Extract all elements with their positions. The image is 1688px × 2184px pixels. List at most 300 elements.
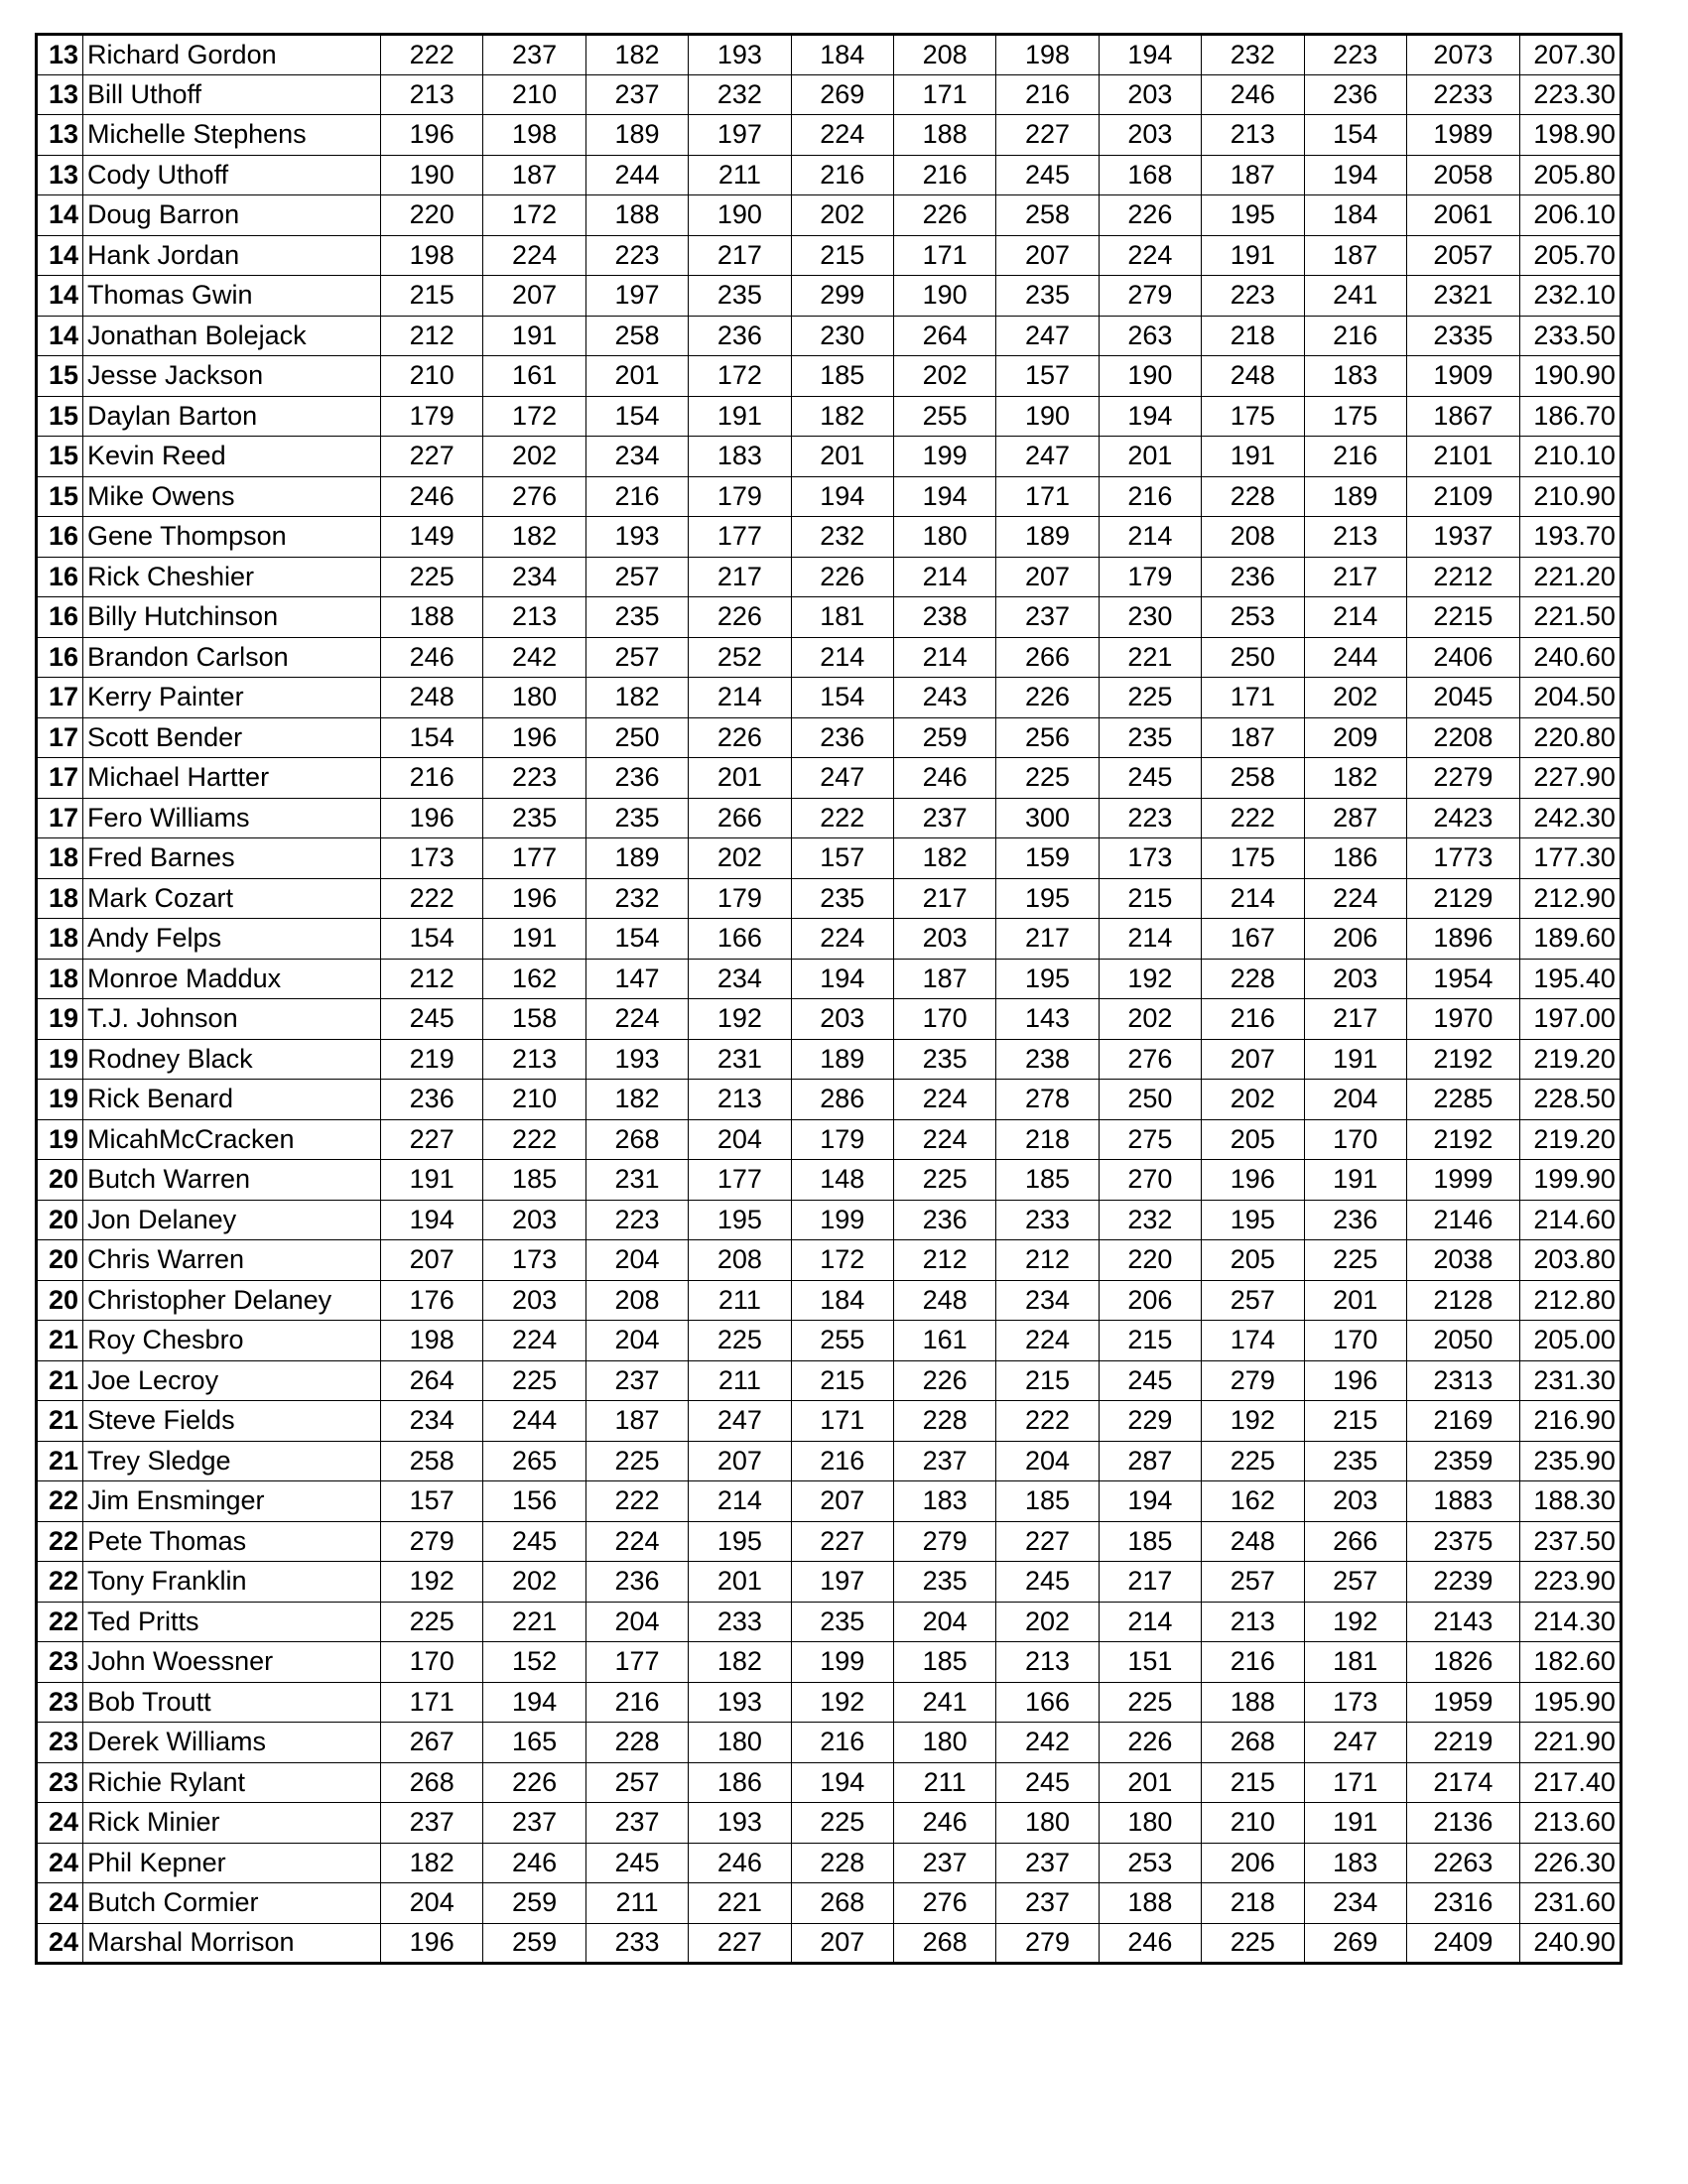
game-score-cell: 154	[381, 919, 483, 960]
game-score-cell: 212	[996, 1240, 1099, 1281]
game-score-cell: 263	[1099, 316, 1201, 356]
bowler-name-cell: Jim Ensminger	[83, 1481, 381, 1522]
game-score-cell: 235	[996, 276, 1099, 317]
game-score-cell: 279	[996, 1923, 1099, 1964]
team-number-cell: 14	[37, 235, 83, 276]
game-score-cell: 236	[1304, 74, 1406, 115]
bowler-name-cell: Cody Uthoff	[83, 155, 381, 195]
game-score-cell: 170	[1304, 1119, 1406, 1160]
total-score-cell: 1970	[1406, 999, 1519, 1040]
game-score-cell: 205	[1202, 1240, 1304, 1281]
team-number-cell: 23	[37, 1642, 83, 1683]
game-score-cell: 202	[483, 437, 585, 477]
game-score-cell: 238	[893, 597, 995, 638]
bowler-name-cell: MicahMcCracken	[83, 1119, 381, 1160]
game-score-cell: 203	[1304, 959, 1406, 999]
game-score-cell: 176	[381, 1280, 483, 1321]
game-score-cell: 217	[1304, 557, 1406, 597]
team-number-cell: 20	[37, 1280, 83, 1321]
game-score-cell: 171	[791, 1401, 893, 1442]
game-score-cell: 157	[381, 1481, 483, 1522]
team-number-cell: 15	[37, 476, 83, 517]
game-score-cell: 217	[1304, 999, 1406, 1040]
game-score-cell: 222	[791, 798, 893, 838]
game-score-cell: 204	[893, 1602, 995, 1642]
game-score-cell: 183	[1304, 356, 1406, 397]
total-score-cell: 2129	[1406, 878, 1519, 919]
game-score-cell: 225	[381, 557, 483, 597]
game-score-cell: 196	[381, 1923, 483, 1964]
table-row	[37, 1723, 1622, 1763]
game-score-cell: 182	[893, 838, 995, 879]
average-score-cell: 205.70	[1519, 235, 1621, 276]
total-score-cell: 2321	[1406, 276, 1519, 317]
game-score-cell: 218	[1202, 316, 1304, 356]
bowler-name-cell: Derek Williams	[83, 1723, 381, 1763]
bowler-name-cell: Christopher Delaney	[83, 1280, 381, 1321]
game-score-cell: 175	[1304, 396, 1406, 437]
game-score-cell: 191	[483, 919, 585, 960]
game-score-cell: 168	[1099, 155, 1201, 195]
bowler-name-cell: Michael Hartter	[83, 758, 381, 799]
game-score-cell: 183	[689, 437, 791, 477]
game-score-cell: 257	[585, 557, 688, 597]
game-score-cell: 191	[1202, 235, 1304, 276]
table-row	[37, 1360, 1622, 1401]
game-score-cell: 246	[483, 1843, 585, 1883]
game-score-cell: 143	[996, 999, 1099, 1040]
game-score-cell: 154	[1304, 115, 1406, 156]
total-score-cell: 2285	[1406, 1080, 1519, 1120]
game-score-cell: 227	[996, 1521, 1099, 1562]
bowler-name-cell: Rick Benard	[83, 1080, 381, 1120]
game-score-cell: 234	[585, 437, 688, 477]
team-number-cell: 17	[37, 758, 83, 799]
bowler-name-cell: Trey Sledge	[83, 1441, 381, 1481]
game-score-cell: 194	[893, 476, 995, 517]
game-score-cell: 196	[1202, 1160, 1304, 1201]
game-score-cell: 255	[791, 1321, 893, 1361]
game-score-cell: 226	[689, 597, 791, 638]
game-score-cell: 218	[1202, 1883, 1304, 1924]
team-number-cell: 16	[37, 637, 83, 678]
game-score-cell: 236	[585, 1562, 688, 1603]
game-score-cell: 225	[996, 758, 1099, 799]
table-row	[37, 35, 1622, 75]
game-score-cell: 154	[791, 678, 893, 718]
bowler-name-cell: Bill Uthoff	[83, 74, 381, 115]
game-score-cell: 204	[381, 1883, 483, 1924]
average-score-cell: 204.50	[1519, 678, 1621, 718]
game-score-cell: 246	[689, 1843, 791, 1883]
team-number-cell: 21	[37, 1401, 83, 1442]
average-score-cell: 182.60	[1519, 1642, 1621, 1683]
total-score-cell: 2192	[1406, 1039, 1519, 1080]
total-score-cell: 1954	[1406, 959, 1519, 999]
game-score-cell: 287	[1304, 798, 1406, 838]
game-score-cell: 151	[1099, 1642, 1201, 1683]
game-score-cell: 201	[689, 758, 791, 799]
game-score-cell: 259	[483, 1883, 585, 1924]
game-score-cell: 210	[381, 356, 483, 397]
bowler-name-cell: Rick Cheshier	[83, 557, 381, 597]
table-row	[37, 74, 1622, 115]
game-score-cell: 244	[483, 1401, 585, 1442]
game-score-cell: 214	[689, 678, 791, 718]
total-score-cell: 1896	[1406, 919, 1519, 960]
game-score-cell: 228	[893, 1401, 995, 1442]
table-row	[37, 1119, 1622, 1160]
total-score-cell: 2050	[1406, 1321, 1519, 1361]
game-score-cell: 222	[381, 35, 483, 75]
team-number-cell: 19	[37, 1039, 83, 1080]
game-score-cell: 225	[1099, 1682, 1201, 1723]
total-score-cell: 2359	[1406, 1441, 1519, 1481]
game-score-cell: 175	[1202, 838, 1304, 879]
game-score-cell: 201	[1099, 437, 1201, 477]
game-score-cell: 192	[381, 1562, 483, 1603]
game-score-cell: 196	[381, 115, 483, 156]
game-score-cell: 199	[791, 1642, 893, 1683]
game-score-cell: 235	[585, 597, 688, 638]
game-score-cell: 238	[996, 1039, 1099, 1080]
total-score-cell: 2058	[1406, 155, 1519, 195]
game-score-cell: 173	[381, 838, 483, 879]
game-score-cell: 187	[893, 959, 995, 999]
game-score-cell: 245	[483, 1521, 585, 1562]
game-score-cell: 206	[1099, 1280, 1201, 1321]
average-score-cell: 207.30	[1519, 35, 1621, 75]
average-score-cell: 214.60	[1519, 1200, 1621, 1240]
game-score-cell: 225	[1202, 1923, 1304, 1964]
total-score-cell: 2174	[1406, 1762, 1519, 1803]
game-score-cell: 191	[1304, 1160, 1406, 1201]
game-score-cell: 157	[791, 838, 893, 879]
game-score-cell: 202	[1099, 999, 1201, 1040]
game-score-cell: 236	[893, 1200, 995, 1240]
game-score-cell: 188	[893, 115, 995, 156]
bowler-name-cell: Richie Rylant	[83, 1762, 381, 1803]
game-score-cell: 221	[1099, 637, 1201, 678]
game-score-cell: 211	[893, 1762, 995, 1803]
game-score-cell: 232	[585, 878, 688, 919]
game-score-cell: 237	[996, 1883, 1099, 1924]
game-score-cell: 216	[996, 74, 1099, 115]
total-score-cell: 2192	[1406, 1119, 1519, 1160]
game-score-cell: 246	[381, 637, 483, 678]
game-score-cell: 182	[585, 678, 688, 718]
game-score-cell: 204	[585, 1240, 688, 1281]
game-score-cell: 199	[893, 437, 995, 477]
game-score-cell: 177	[689, 1160, 791, 1201]
table-row	[37, 1321, 1622, 1361]
team-number-cell: 15	[37, 437, 83, 477]
game-score-cell: 193	[585, 1039, 688, 1080]
total-score-cell: 2143	[1406, 1602, 1519, 1642]
game-score-cell: 275	[1099, 1119, 1201, 1160]
bowler-name-cell: Rick Minier	[83, 1803, 381, 1844]
game-score-cell: 245	[996, 1762, 1099, 1803]
team-number-cell: 15	[37, 356, 83, 397]
game-score-cell: 214	[1304, 597, 1406, 638]
game-score-cell: 235	[585, 798, 688, 838]
table-row	[37, 1883, 1622, 1924]
game-score-cell: 171	[381, 1682, 483, 1723]
game-score-cell: 180	[893, 517, 995, 558]
game-score-cell: 202	[483, 1562, 585, 1603]
game-score-cell: 216	[791, 155, 893, 195]
game-score-cell: 185	[483, 1160, 585, 1201]
game-score-cell: 211	[689, 1280, 791, 1321]
game-score-cell: 237	[381, 1803, 483, 1844]
game-score-cell: 195	[1202, 195, 1304, 236]
bowler-name-cell: Roy Chesbro	[83, 1321, 381, 1361]
game-score-cell: 202	[791, 195, 893, 236]
game-score-cell: 191	[1202, 437, 1304, 477]
game-score-cell: 247	[689, 1401, 791, 1442]
game-score-cell: 193	[689, 35, 791, 75]
game-score-cell: 268	[893, 1923, 995, 1964]
game-score-cell: 220	[1099, 1240, 1201, 1281]
bowler-name-cell: Pete Thomas	[83, 1521, 381, 1562]
total-score-cell: 1883	[1406, 1481, 1519, 1522]
game-score-cell: 216	[791, 1723, 893, 1763]
average-score-cell: 242.30	[1519, 798, 1621, 838]
table-row	[37, 1642, 1622, 1683]
game-score-cell: 181	[1304, 1642, 1406, 1683]
game-score-cell: 196	[1304, 1360, 1406, 1401]
game-score-cell: 235	[791, 1602, 893, 1642]
game-score-cell: 203	[791, 999, 893, 1040]
table-row	[37, 1280, 1622, 1321]
total-score-cell: 2335	[1406, 316, 1519, 356]
game-score-cell: 185	[1099, 1521, 1201, 1562]
game-score-cell: 237	[893, 1441, 995, 1481]
game-score-cell: 299	[791, 276, 893, 317]
game-score-cell: 215	[1099, 1321, 1201, 1361]
game-score-cell: 213	[483, 597, 585, 638]
game-score-cell: 207	[689, 1441, 791, 1481]
game-score-cell: 210	[483, 1080, 585, 1120]
game-score-cell: 159	[996, 838, 1099, 879]
game-score-cell: 231	[585, 1160, 688, 1201]
game-score-cell: 194	[381, 1200, 483, 1240]
game-score-cell: 246	[1099, 1923, 1201, 1964]
table-row	[37, 1843, 1622, 1883]
game-score-cell: 287	[1099, 1441, 1201, 1481]
game-score-cell: 258	[1202, 758, 1304, 799]
game-score-cell: 235	[1304, 1441, 1406, 1481]
table-row	[37, 1160, 1622, 1201]
average-score-cell: 219.20	[1519, 1039, 1621, 1080]
game-score-cell: 214	[791, 637, 893, 678]
team-number-cell: 13	[37, 155, 83, 195]
game-score-cell: 236	[1202, 557, 1304, 597]
table-row	[37, 1562, 1622, 1603]
game-score-cell: 195	[996, 959, 1099, 999]
game-score-cell: 203	[1099, 74, 1201, 115]
game-score-cell: 246	[381, 476, 483, 517]
bowler-name-cell: Fero Williams	[83, 798, 381, 838]
game-score-cell: 208	[1202, 517, 1304, 558]
total-score-cell: 2146	[1406, 1200, 1519, 1240]
table-row	[37, 717, 1622, 758]
game-score-cell: 223	[1099, 798, 1201, 838]
total-score-cell: 2212	[1406, 557, 1519, 597]
game-score-cell: 237	[483, 1803, 585, 1844]
table-row	[37, 798, 1622, 838]
game-score-cell: 172	[483, 195, 585, 236]
game-score-cell: 187	[1202, 155, 1304, 195]
table-row	[37, 1080, 1622, 1120]
average-score-cell: 186.70	[1519, 396, 1621, 437]
game-score-cell: 185	[996, 1160, 1099, 1201]
game-score-cell: 252	[689, 637, 791, 678]
game-score-cell: 230	[1099, 597, 1201, 638]
game-score-cell: 215	[791, 1360, 893, 1401]
game-score-cell: 197	[585, 276, 688, 317]
total-score-cell: 2101	[1406, 437, 1519, 477]
game-score-cell: 227	[689, 1923, 791, 1964]
game-score-cell: 225	[1304, 1240, 1406, 1281]
game-score-cell: 192	[1099, 959, 1201, 999]
game-score-cell: 226	[893, 195, 995, 236]
game-score-cell: 236	[381, 1080, 483, 1120]
game-score-cell: 195	[996, 878, 1099, 919]
game-score-cell: 170	[381, 1642, 483, 1683]
team-number-cell: 19	[37, 999, 83, 1040]
game-score-cell: 213	[483, 1039, 585, 1080]
bowler-name-cell: Gene Thompson	[83, 517, 381, 558]
game-score-cell: 183	[893, 1481, 995, 1522]
average-score-cell: 231.30	[1519, 1360, 1621, 1401]
game-score-cell: 250	[1202, 637, 1304, 678]
total-score-cell: 1937	[1406, 517, 1519, 558]
game-score-cell: 224	[585, 999, 688, 1040]
game-score-cell: 171	[1304, 1762, 1406, 1803]
game-score-cell: 196	[381, 798, 483, 838]
game-score-cell: 246	[893, 758, 995, 799]
total-score-cell: 2061	[1406, 195, 1519, 236]
game-score-cell: 190	[996, 396, 1099, 437]
game-score-cell: 214	[893, 557, 995, 597]
average-score-cell: 212.80	[1519, 1280, 1621, 1321]
game-score-cell: 172	[689, 356, 791, 397]
bowler-name-cell: Kevin Reed	[83, 437, 381, 477]
game-score-cell: 237	[585, 1803, 688, 1844]
game-score-cell: 215	[1099, 878, 1201, 919]
team-number-cell: 17	[37, 717, 83, 758]
game-score-cell: 170	[893, 999, 995, 1040]
game-score-cell: 171	[1202, 678, 1304, 718]
average-score-cell: 195.90	[1519, 1682, 1621, 1723]
table-row	[37, 1401, 1622, 1442]
average-score-cell: 188.30	[1519, 1481, 1621, 1522]
game-score-cell: 244	[585, 155, 688, 195]
team-number-cell: 22	[37, 1481, 83, 1522]
game-score-cell: 182	[1304, 758, 1406, 799]
game-score-cell: 214	[1099, 517, 1201, 558]
game-score-cell: 193	[689, 1803, 791, 1844]
game-score-cell: 232	[791, 517, 893, 558]
team-number-cell: 24	[37, 1803, 83, 1844]
total-score-cell: 2045	[1406, 678, 1519, 718]
bowler-name-cell: John Woessner	[83, 1642, 381, 1683]
game-score-cell: 186	[689, 1762, 791, 1803]
game-score-cell: 258	[381, 1441, 483, 1481]
team-number-cell: 22	[37, 1562, 83, 1603]
team-number-cell: 19	[37, 1080, 83, 1120]
game-score-cell: 204	[996, 1441, 1099, 1481]
game-score-cell: 180	[893, 1723, 995, 1763]
game-score-cell: 180	[483, 678, 585, 718]
game-score-cell: 226	[791, 557, 893, 597]
table-row	[37, 878, 1622, 919]
average-score-cell: 219.20	[1519, 1119, 1621, 1160]
average-score-cell: 235.90	[1519, 1441, 1621, 1481]
average-score-cell: 217.40	[1519, 1762, 1621, 1803]
game-score-cell: 191	[483, 316, 585, 356]
game-score-cell: 225	[893, 1160, 995, 1201]
game-score-cell: 195	[1202, 1200, 1304, 1240]
game-score-cell: 182	[689, 1642, 791, 1683]
game-score-cell: 148	[791, 1160, 893, 1201]
total-score-cell: 2136	[1406, 1803, 1519, 1844]
game-score-cell: 202	[1202, 1080, 1304, 1120]
game-score-cell: 216	[791, 1441, 893, 1481]
total-score-cell: 1909	[1406, 356, 1519, 397]
game-score-cell: 171	[893, 74, 995, 115]
game-score-cell: 184	[791, 35, 893, 75]
game-score-cell: 207	[996, 557, 1099, 597]
game-score-cell: 279	[1099, 276, 1201, 317]
average-score-cell: 227.90	[1519, 758, 1621, 799]
game-score-cell: 186	[1304, 838, 1406, 879]
game-score-cell: 257	[1202, 1562, 1304, 1603]
total-score-cell: 2279	[1406, 758, 1519, 799]
average-score-cell: 195.40	[1519, 959, 1621, 999]
bowler-name-cell: Butch Warren	[83, 1160, 381, 1201]
game-score-cell: 227	[381, 1119, 483, 1160]
game-score-cell: 162	[483, 959, 585, 999]
total-score-cell: 2316	[1406, 1883, 1519, 1924]
team-number-cell: 24	[37, 1883, 83, 1924]
game-score-cell: 172	[791, 1240, 893, 1281]
table-row	[37, 115, 1622, 156]
bowler-name-cell: Bob Troutt	[83, 1682, 381, 1723]
game-score-cell: 236	[791, 717, 893, 758]
game-score-cell: 221	[483, 1602, 585, 1642]
game-score-cell: 165	[483, 1723, 585, 1763]
game-score-cell: 182	[483, 517, 585, 558]
game-score-cell: 268	[585, 1119, 688, 1160]
game-score-cell: 170	[1304, 1321, 1406, 1361]
average-score-cell: 203.80	[1519, 1240, 1621, 1281]
average-score-cell: 210.10	[1519, 437, 1621, 477]
game-score-cell: 190	[689, 195, 791, 236]
team-number-cell: 14	[37, 276, 83, 317]
average-score-cell: 221.20	[1519, 557, 1621, 597]
table-row	[37, 1200, 1622, 1240]
game-score-cell: 202	[893, 356, 995, 397]
game-score-cell: 161	[483, 356, 585, 397]
game-score-cell: 242	[483, 637, 585, 678]
table-row	[37, 838, 1622, 879]
game-score-cell: 194	[791, 1762, 893, 1803]
game-score-cell: 226	[483, 1762, 585, 1803]
game-score-cell: 190	[381, 155, 483, 195]
game-score-cell: 188	[381, 597, 483, 638]
